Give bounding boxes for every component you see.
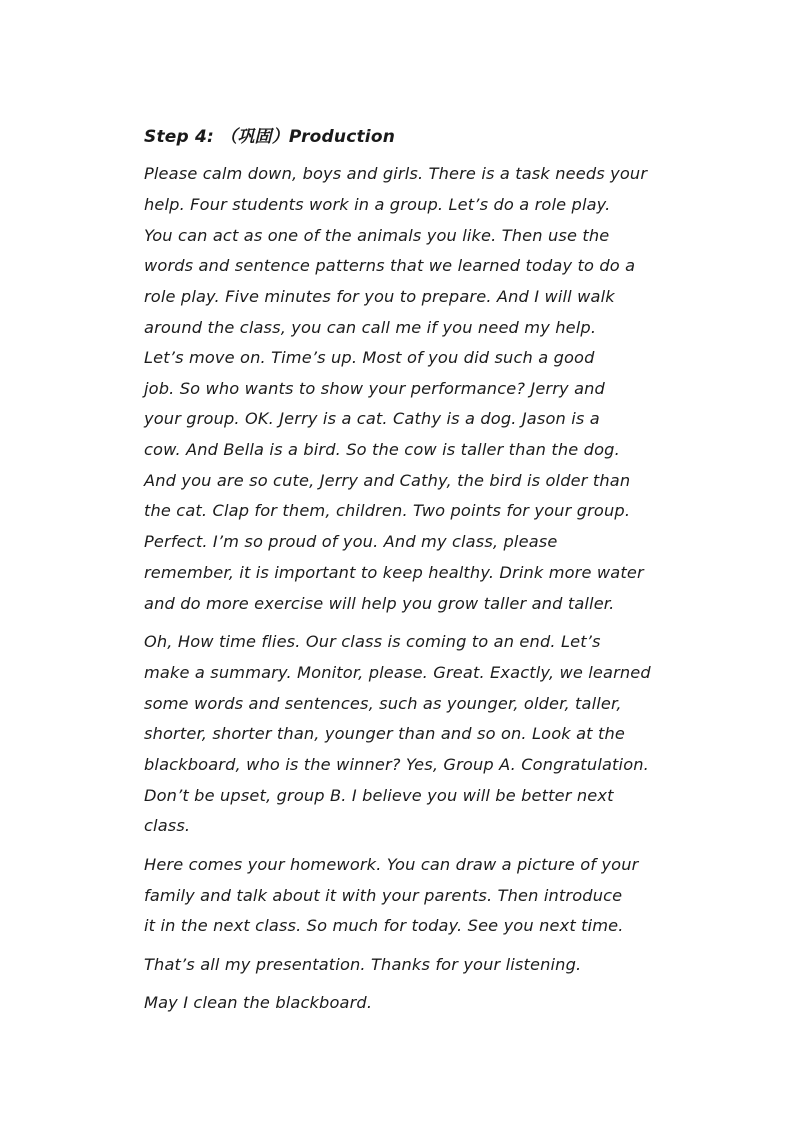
paragraph-2-line-5: blackboard, who is the winner? Yes, Group A. Congratulation. <box>144 755 649 774</box>
paragraph-1-line-12: the cat. Clap for them, children. Two points for your group. <box>144 501 631 520</box>
paragraph-1-line-11: And you are so cute, Jerry and Cathy, the bird is older than <box>144 471 631 490</box>
paragraph-4-line-1: That’s all my presentation. Thanks for your listening. <box>144 955 582 974</box>
paragraph-1-line-5: role play. Five minutes for you to prepare. And I will walk <box>144 287 615 306</box>
paragraph-2-line-1: Oh, How time flies. Our class is coming to an end. Let’s <box>144 632 601 651</box>
paragraph-1-line-2: help. Four students work in a group. Let’s do a role play. <box>144 195 611 214</box>
paragraph-1-line-8: job. So who wants to show your performance? Jerry and <box>144 379 605 398</box>
paragraph-1-line-15: and do more exercise will help you grow taller and taller. <box>144 594 615 613</box>
step-heading: Step 4: （巩固）Production <box>144 127 396 147</box>
paragraph-1-line-6: around the class, you can call me if you need my help. <box>144 318 597 337</box>
paragraph-2-line-2: make a summary. Monitor, please. Great. Exactly, we learned <box>144 663 651 682</box>
paragraph-1-line-3: You can act as one of the animals you like. Then use the <box>144 226 610 245</box>
paragraph-1-line-13: Perfect. I’m so proud of you. And my class, please <box>144 532 558 551</box>
paragraph-3-line-2: family and talk about it with your parents. Then introduce <box>144 886 623 905</box>
paragraph-5-line-1: May I clean the blackboard. <box>144 993 373 1012</box>
paragraph-3-line-3: it in the next class. So much for today. See you next time. <box>144 916 624 935</box>
paragraph-1-line-4: words and sentence patterns that we learned today to do a <box>144 256 636 275</box>
paragraph-2-line-6: Don’t be upset, group B. I believe you will be better next <box>144 786 614 805</box>
paragraph-1-line-1: Please calm down, boys and girls. There is a task needs your <box>144 164 648 183</box>
paragraph-1-line-10: cow. And Bella is a bird. So the cow is taller than the dog. <box>144 440 620 459</box>
paragraph-3-line-1: Here comes your homework. You can draw a picture of your <box>144 855 639 874</box>
paragraph-2-line-4: shorter, shorter than, younger than and so on. Look at the <box>144 724 625 743</box>
paragraph-1-line-7: Let’s move on. Time’s up. Most of you did such a good <box>144 348 595 367</box>
paragraph-2-line-7: class. <box>144 816 191 835</box>
paragraph-2-line-3: some words and sentences, such as younger, older, taller, <box>144 694 622 713</box>
paragraph-1-line-9: your group. OK. Jerry is a cat. Cathy is a dog. Jason is a <box>144 409 600 428</box>
paragraph-1-line-14: remember, it is important to keep healthy. Drink more water <box>144 563 644 582</box>
